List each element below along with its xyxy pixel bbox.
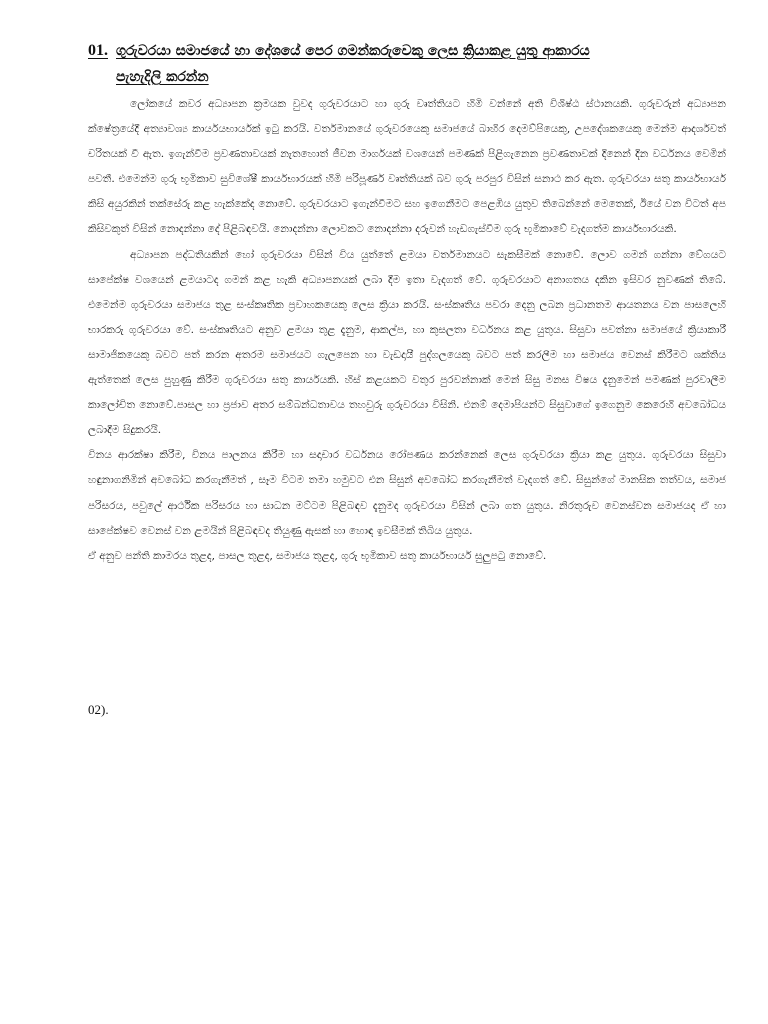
answer-paragraph-3: විනය ආරක්ෂා කිරීම, විනය පාලනය කිරීම හා සදාචාර වර්ධනය රෝපණය කරන්නෙක් ලෙස ගුරුවරයා ක්‍රියා කළ යුතුය. ගුරුවරයා සිසුවා හඳුනාගනිමින් අවබෝධ කරගැනීමත් , සෑම විටම තමා හමුවට එන සිසුන් අවබෝධ කරගැනීමත් වැදගත් වේ. සිසුන්ගේ මානසික තත්වය, සමාජ පරිසරය, පවුලේ ආර්ථික පරිසරය හා සාධන මට්ටම පිළිබඳව දැනුමද ගුරුවරයා විසින් ලබා ගත යුතුය. නිරතුරුව වෙනස්වන සමාජයද ඒ හා සාපේක්ෂව වෙනස් වන ළමයින් පිළිබඳවද තියුණු ඇසක් හා හොඳ ඉවසීමක් තිබිය යුතුය.: [88, 449, 726, 537]
question-1-heading-text: ගුරුවරයා සමාජයේ හා දේශයේ පෙර ගමන්කරුවෙකු ලෙස ක්‍රියාකළ යුතු ආකාරය: [116, 43, 590, 59]
answer-paragraph-1: ලෝකයේ කවර අධ්‍යාපන ක්‍රමයක වුවද ගුරුවරයාට හා ගුරු වෘත්තියට හිමි වන්නේ අති විශිෂ්ඨ ස්ථානයකි. ගුරුවරුන් අධ්‍යාපන ක්ෂේත්‍රයේදී අත්‍යාවශ්‍ය කාර්යයභාර්යක් ඉටු කරයි. වර්තමානයේ ගුරුවරයෙකු සමාජයේ බාහිර දෙමව්පියෙකු, උපදේශකයෙකු මෙන්ම ආදර්ශවත් චරිතයක් වී ඇත. ඉගැන්වීම ප්‍රවණතාවයක් නැතහොත් ජීවන මාර්ගයක් වශයෙන් පමණක් පිළිගැනෙන ප්‍රවණතාවක් දිනෙන් දින වර්ධනය වෙමින් පවතී. එමෙන්ම ගුරු භූමිකාව සුවිශේෂී කාර්යභාරයක් හිමි පරිපූර්ණ වෘත්තියක් බව ගුරු පරපුර විසින් සනාථ කර ඇත. ගුරුවරයා සතු කාර්යභාර්ය කිසි අයුරකින් තක්සේරු කළ හැක්කේද නොවේ. ගුරුවරයාට ඉගැන්වීමට සහ ඉගෙනීමට පෙළඹිය යුතුව තිබෙන්නේ මෙතෙක්, ඊයේ වන විටත් අප කිසිවකුත් විසින් නොදන්නා දේ පිළිබඳවයි. නොදන්නා ලොවකට නොදන්නා දරුවන් හැඩගැස්වීම ගුරු භූමිකාවේ වැදගත්ම කාර්යභාරයකි.: [88, 98, 726, 236]
question-1-heading-line-1: [88, 38, 726, 64]
question-1-answer: [88, 92, 726, 569]
document-page: [88, 38, 726, 569]
question-1-heading: [88, 38, 726, 90]
question-1-number: 01.: [88, 42, 108, 59]
answer-paragraph-2: අධ්‍යාපන පද්ධතියකින් හෝ ගුරුවරයා විසින් විය යුත්තේ ළමයා වර්තමානයට සැකසීමක් නොවේ. ලොව ගමන් ගන්නා වේගයට සාපේක්ෂ වශයෙන් ළමයාටද ගමන් කළ හැකි අධ්‍යාපනයක් ලබා දීම ඉතා වැදගත් වේ. ගුරුවරයාට අනාගතය දකින ඉසිවර නුවණක් තිබේ. එමෙන්ම ගුරුවරයා සමාජය තුළ සංස්කෘතික ප්‍රවාහකයෙකු ලෙස ක්‍රියා කරයි. සංස්කෘතිය පවරා දෙනු ලබන ප්‍රධානතම ආයතනය වන පාසලෙහි භාරකරු ගුරුවරයා වේ. සංස්කෘතියට අනුව ළමයා තුළ දැනුම, ආකල්ප, හා කුසලතා වර්ධනය කළ යුතුය. සිසුවා පවත්නා සමාජයේ ක්‍රියාකාරී සාමාජිකයෙකු බවට පත් කරන අතරම සමාජයට ගැලපෙන හා වැඩදායී පුද්ගලයෙකු බවට පත් කරලීම හා සමාජය වෙනස් කිරීමට ශක්තිය ඇත්තෙක් ලෙස පුහුණු කිරීම ගුරුවරයා සතු කාර්යයකි. හිස් කළයකට වතුර පුරවන්නාක් මෙන් සිසු මනස විෂය දැනුමෙන් පමණක් පුරවාලීම කාලෝචිත නොවේ.පාසල හා ප්‍රජාව අතර සම්බන්ධතාවය තහවුරු ගුරුවරයා විසිනි. එනම් දෙමාපියන්ට සිසුවාගේ ඉගෙනුම කෙරෙහි අවබෝධය ලබාදීම සිදුකරයි.: [88, 248, 726, 437]
question-1-heading-line-2: පැහැදිලි කරන්න: [116, 69, 209, 85]
answer-paragraph-4: ඒ අනුව පන්ති කාමරය තුළද, පාසල තුළද, සමාජය තුළද, ගුරු භූමිකාව සතු කාර්යභාර්ය සුලුපටු නොවේ.: [88, 549, 547, 562]
question-2-number: 02).: [88, 702, 109, 717]
